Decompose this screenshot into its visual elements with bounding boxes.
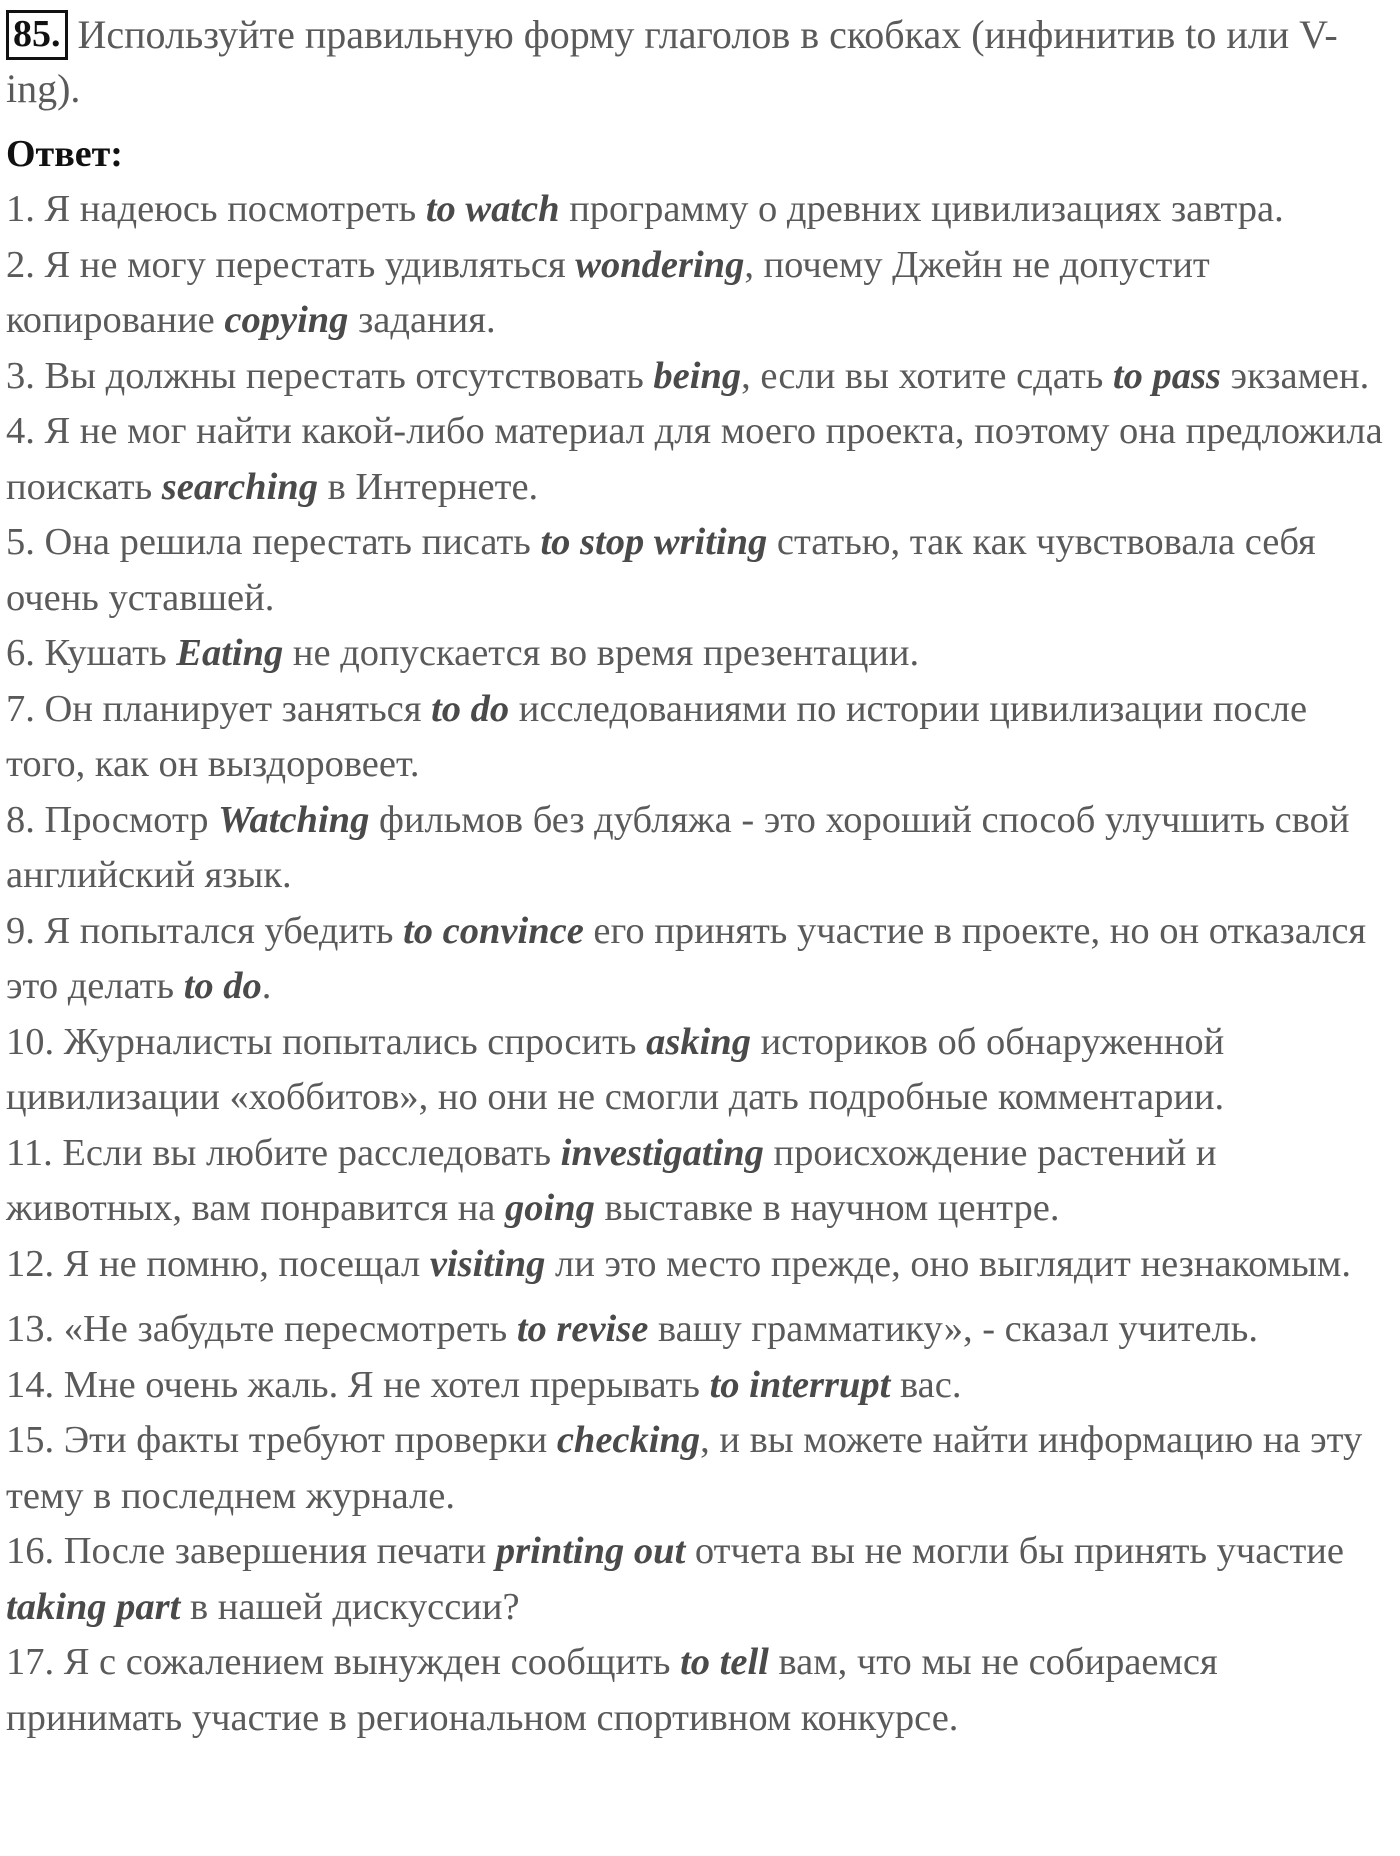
- answer-verb-form: investigating: [560, 1131, 764, 1174]
- answer-item: [6, 1237, 1394, 1293]
- answer-verb-form: going: [505, 1187, 595, 1229]
- answer-item: [6, 626, 1394, 682]
- answer-verb-form: to revise: [516, 1308, 649, 1350]
- answer-verb-form: printing out: [495, 1530, 686, 1572]
- answer-verb-form: searching: [161, 465, 318, 508]
- answer-verb-form: checking: [556, 1419, 701, 1461]
- answer-text: , если вы хотите сдать: [741, 354, 1113, 397]
- answer-text: происхождение растений и животных, вам понравится на: [6, 1131, 1217, 1229]
- answer-verb-form: to do: [431, 687, 510, 730]
- answer-text: программу о древних цивилизациях завтра.: [559, 188, 1284, 230]
- answer-item: [6, 1413, 1394, 1524]
- answer-text: 13. «Не забудьте пересмотреть: [6, 1308, 517, 1350]
- answer-verb-form: taking part: [6, 1585, 181, 1628]
- answer-text: 5. Она решила перестать писать: [6, 521, 541, 563]
- answer-verb-form: visiting: [429, 1242, 546, 1285]
- answer-text: 2. Я не могу перестать удивляться: [6, 243, 576, 286]
- answer-item: [6, 1358, 1394, 1414]
- answer-verb-form: asking: [646, 1020, 751, 1063]
- answer-text: 7. Он планирует заняться: [6, 687, 432, 730]
- answer-item: [6, 682, 1394, 793]
- answer-verb-form: Watching: [218, 798, 370, 841]
- answer-text: вашу грамматику», - сказал учитель.: [648, 1308, 1258, 1350]
- task-instruction: Используйте правильную форму глаголов в скобках (инфинитив to или V-ing).: [6, 12, 1338, 111]
- answer-item: [6, 1302, 1394, 1358]
- answer-text: 12. Я не помню, посещал: [6, 1242, 430, 1285]
- answer-item: [6, 1126, 1394, 1237]
- answer-item: [6, 515, 1394, 626]
- answer-item: [6, 1524, 1394, 1635]
- answer-text: 17. Я с сожалением вынужден сообщить: [6, 1641, 681, 1683]
- answer-text: отчета вы не могли бы принять участие: [685, 1530, 1344, 1572]
- answer-text: 8. Просмотр: [6, 798, 219, 841]
- answer-text: 1. Я надеюсь посмотреть: [6, 188, 426, 230]
- answer-item: [6, 1015, 1394, 1126]
- answer-verb-form: to pass: [1112, 354, 1221, 397]
- answer-text: экзамен.: [1220, 354, 1370, 397]
- answer-verb-form: to convince: [403, 909, 584, 952]
- answer-verb-form: being: [653, 354, 742, 397]
- answer-list: [6, 182, 1394, 1746]
- answer-text: 6. Кушать: [6, 632, 177, 674]
- answer-text: 10. Журналисты попытались спросить: [6, 1020, 647, 1063]
- answer-text: в нашей дискуссии?: [180, 1585, 520, 1628]
- answer-text: 16. После завершения печати: [6, 1530, 496, 1572]
- answer-text: 9. Я попытался убедить: [6, 909, 404, 952]
- answer-text: 3. Вы должны перестать отсутствовать: [6, 354, 654, 397]
- answer-verb-form: to interrupt: [709, 1363, 891, 1406]
- answer-item: [6, 404, 1394, 515]
- answer-verb-form: to watch: [425, 188, 560, 230]
- answer-text: в Интернете.: [317, 465, 539, 508]
- answer-verb-form: Eating: [176, 632, 284, 674]
- task-header: [6, 8, 1394, 116]
- answer-text: , почему Джейн не допустит копирование: [6, 243, 1210, 341]
- answer-text: фильмов без дубляжа - это хороший способ улучшить свой английский язык.: [6, 798, 1350, 896]
- answer-text: , и вы можете найти информацию на эту тему в последнем журнале.: [6, 1419, 1363, 1517]
- answer-text: выставке в научном центре.: [594, 1187, 1060, 1229]
- answer-verb-form: wondering: [575, 243, 745, 286]
- answer-text: не допускается во время презентации.: [283, 632, 920, 674]
- answer-item: [6, 238, 1394, 349]
- answer-text: его принять участие в проекте, но он отказался это делать: [6, 909, 1367, 1007]
- answer-label: Ответ:: [6, 133, 123, 175]
- answer-text: ли это место прежде, оно выглядит незнакомым.: [545, 1242, 1352, 1285]
- answer-text: задания.: [348, 299, 496, 341]
- answer-verb-form: to do: [183, 965, 262, 1007]
- answer-text: 11. Если вы любите расследовать: [6, 1131, 561, 1174]
- answer-verb-form: to stop writing: [540, 521, 768, 563]
- answer-text: 14. Мне очень жаль. Я не хотел прерывать: [6, 1363, 710, 1406]
- answer-item: [6, 182, 1394, 238]
- answer-text: исследованиями по истории цивилизации после того, как он выздоровеет.: [6, 687, 1308, 785]
- answer-verb-form: to tell: [680, 1641, 769, 1683]
- answer-text: вас.: [890, 1363, 962, 1406]
- answer-item: [6, 349, 1394, 405]
- answer-text: вам, что мы не собираемся принимать участие в региональном спортивном конкурсе.: [6, 1641, 1218, 1739]
- answer-item: [6, 904, 1394, 1015]
- answer-item: [6, 793, 1394, 904]
- answer-text: статью, так как чувствовала себя очень уставшей.: [6, 521, 1316, 619]
- answer-verb-form: copying: [224, 299, 349, 341]
- document-page: [6, 8, 1394, 1746]
- answer-text: .: [261, 965, 272, 1007]
- answer-item: [6, 1635, 1394, 1746]
- answer-text: 4. Я не мог найти какой-либо материал для моего проекта, поэтому она предложила поискать: [6, 410, 1383, 508]
- answer-text: историков об обнаруженной цивилизации «хоббитов», но они не смогли дать подробные комментарии.: [6, 1020, 1225, 1118]
- answer-text: 15. Эти факты требуют проверки: [6, 1419, 557, 1461]
- task-number: 85.: [6, 10, 68, 60]
